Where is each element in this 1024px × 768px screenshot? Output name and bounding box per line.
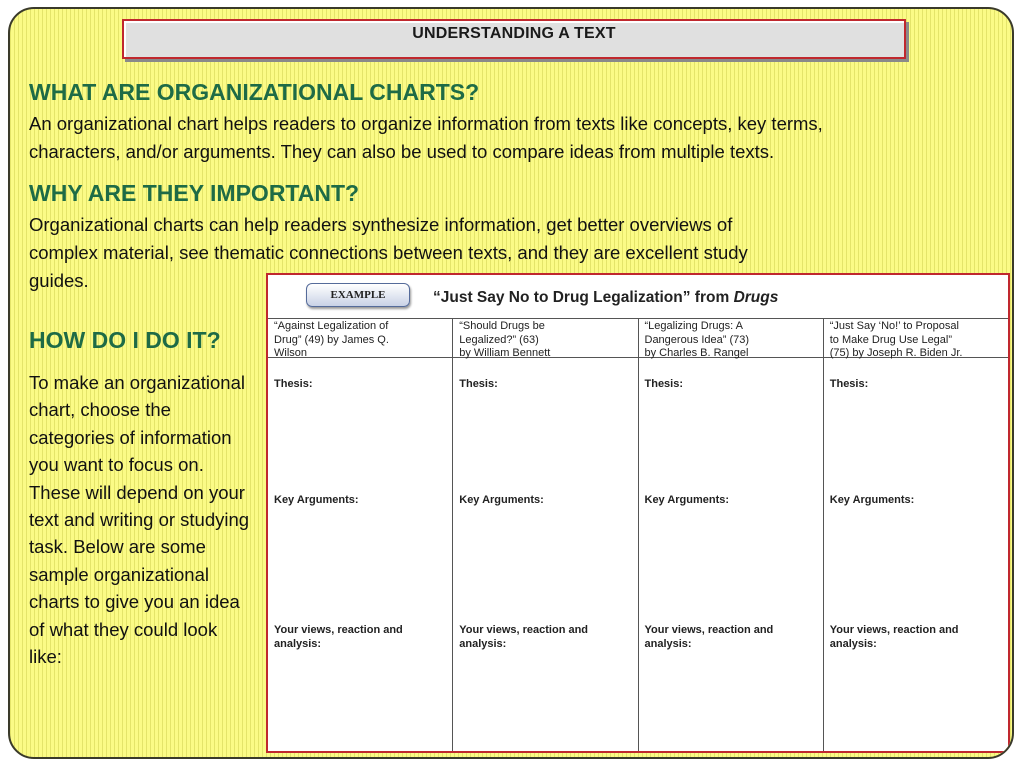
thesis-label: Thesis: bbox=[274, 378, 313, 390]
key-arguments-label: Key Arguments: bbox=[459, 494, 544, 506]
example-column bbox=[453, 318, 638, 751]
thesis-label: Thesis: bbox=[644, 378, 684, 390]
views-label: Your views, reaction and analysis: bbox=[644, 624, 774, 650]
example-title-italic: Drugs bbox=[733, 289, 779, 306]
column-header: “Legalizing Drugs: A Dangerous Idea” (73) by Charles B. Rangel bbox=[639, 318, 823, 358]
what-heading: WHAT ARE ORGANIZATIONAL CHARTS? bbox=[29, 79, 480, 105]
what-line-2: characters, and/or arguments. They can also be used to compare ideas from multiple texts. bbox=[29, 141, 775, 162]
column-header: “Should Drugs be Legalized?” (63) by William Bennett bbox=[453, 318, 637, 358]
key-arguments-label: Key Arguments: bbox=[274, 494, 359, 506]
example-column bbox=[824, 318, 1008, 751]
example-column bbox=[639, 318, 824, 751]
example-button: EXAMPLE bbox=[306, 283, 410, 307]
views-label: Your views, reaction and analysis: bbox=[274, 624, 403, 650]
column-header: “Just Say ‘No!’ to Proposal to Make Drug Use Legal” (75) by Joseph R. Biden Jr. bbox=[824, 318, 1008, 358]
column-header: “Against Legalization of Drug” (49) by James Q. Wilson bbox=[268, 318, 452, 358]
example-header bbox=[268, 275, 1008, 319]
example-title bbox=[433, 289, 778, 307]
why-line-3: guides. bbox=[29, 270, 89, 291]
why-line-1: Organizational charts can help readers synthesize information, get better overviews of bbox=[29, 214, 733, 235]
views-label: Your views, reaction and analysis: bbox=[829, 624, 959, 650]
slide bbox=[8, 7, 1014, 759]
example-title-text: “Just Say No to Drug Legalization” from bbox=[433, 289, 734, 306]
example-chart bbox=[266, 273, 1010, 753]
what-line-1: An organizational chart helps readers to organize information from texts like concepts, key terms, bbox=[29, 113, 823, 134]
how-body: To make an organizational chart, choose the categories of information you want to focus on. These will depend on your text and writing or studying task. Below are some sample organizational charts to give you an idea of what they could look like: bbox=[29, 372, 250, 668]
title-banner bbox=[122, 19, 906, 59]
thesis-label: Thesis: bbox=[459, 378, 498, 390]
how-heading: HOW DO I DO IT? bbox=[29, 327, 221, 353]
page-title: UNDERSTANDING A TEXT bbox=[412, 25, 616, 42]
key-arguments-label: Key Arguments: bbox=[829, 494, 915, 506]
thesis-label: Thesis: bbox=[829, 378, 869, 390]
why-heading: WHY ARE THEY IMPORTANT? bbox=[29, 180, 360, 206]
why-line-2: complex material, see thematic connections between texts, and they are excellent study bbox=[29, 242, 748, 263]
example-columns bbox=[268, 318, 1008, 751]
key-arguments-label: Key Arguments: bbox=[644, 494, 730, 506]
views-label: Your views, reaction and analysis: bbox=[459, 624, 589, 650]
example-column bbox=[268, 318, 453, 751]
